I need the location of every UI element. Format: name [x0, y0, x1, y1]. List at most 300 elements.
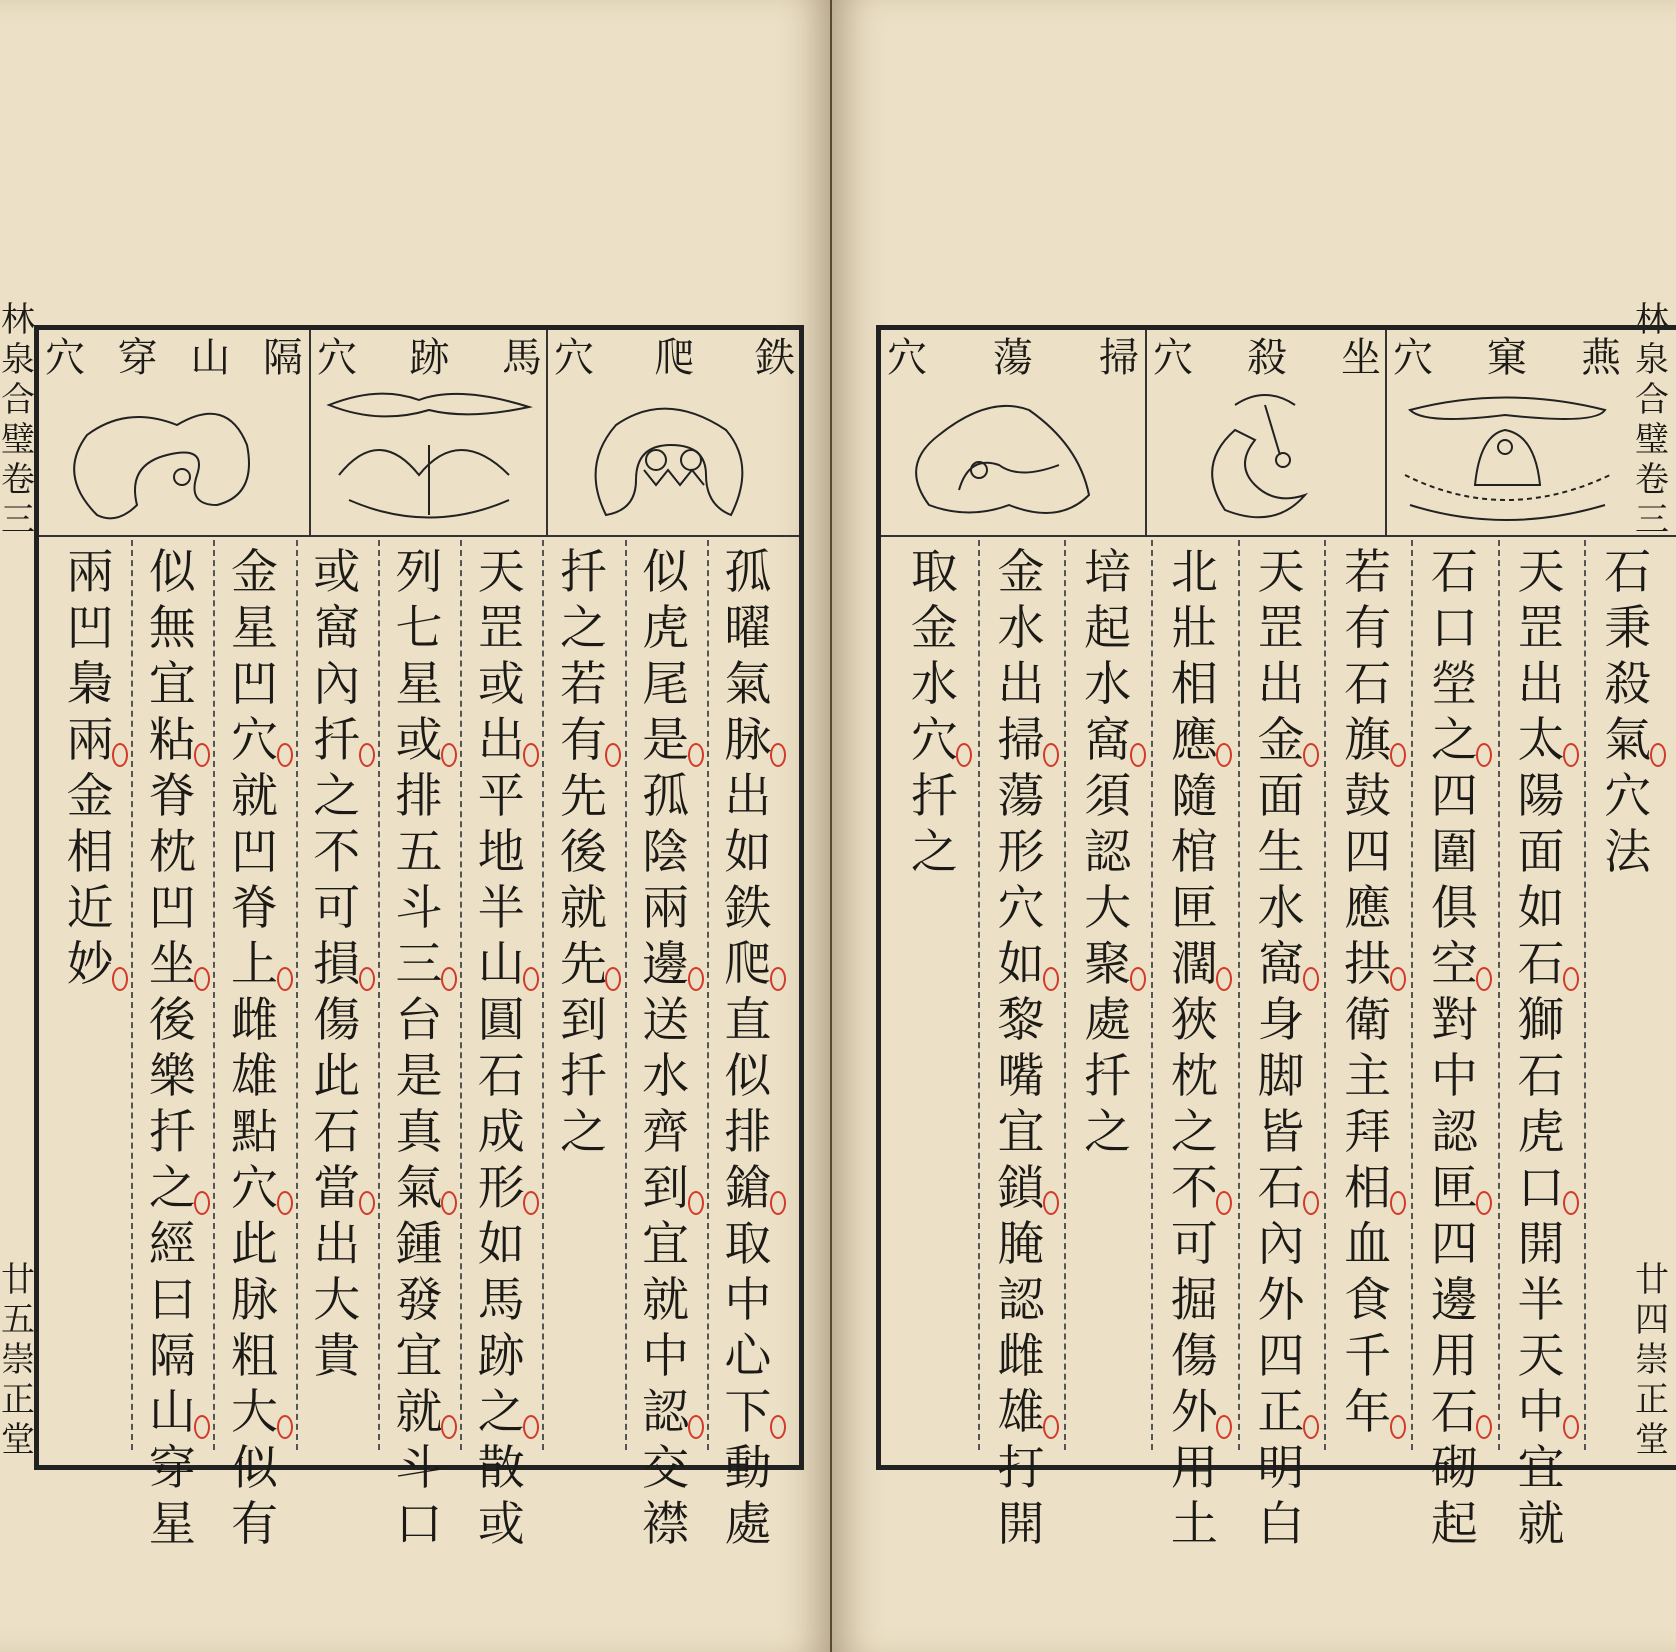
glyph: 宜: [148, 657, 196, 712]
red-punctuation-mark: [441, 743, 457, 767]
column-rule: [978, 540, 980, 1450]
red-punctuation-mark: [1043, 1415, 1059, 1439]
right-page: [832, 0, 1676, 1652]
glyph: 跡: [477, 1329, 525, 1384]
glyph: 水: [997, 601, 1045, 656]
red-punctuation-mark: [1390, 967, 1406, 991]
yanke-diagram: [1395, 385, 1620, 525]
text-column: [64, 545, 116, 993]
glyph: 廿: [1, 1260, 35, 1300]
glyph: 陽: [1517, 769, 1565, 824]
glyph: 中: [1430, 1049, 1478, 1104]
glyph: 天: [1517, 545, 1565, 600]
figure-title: [887, 336, 1139, 380]
glyph: 扦: [1084, 1049, 1132, 1104]
red-punctuation-mark: [956, 743, 972, 767]
glyph: 土: [1170, 1497, 1218, 1552]
glyph: 卷: [1, 460, 35, 500]
glyph: 四: [1430, 1217, 1478, 1272]
glyph: 之: [1430, 713, 1478, 768]
red-punctuation-mark: [770, 1191, 786, 1215]
glyph: 氣: [724, 657, 772, 712]
glyph: 枕: [148, 825, 196, 880]
glyph: 中: [642, 1329, 690, 1384]
glyph: 圍: [1430, 825, 1478, 880]
column-rule: [1238, 540, 1240, 1450]
maji-diagram: [319, 385, 539, 525]
figure-yanke: [1385, 330, 1627, 535]
glyph: 傷: [313, 993, 361, 1048]
title-glyph: 燕: [1581, 335, 1621, 381]
text-column: [393, 545, 445, 1553]
title-glyph: 山: [190, 335, 231, 381]
left-folio: [2, 1260, 34, 1340]
glyph: 台: [395, 993, 443, 1048]
glyph: 出: [477, 713, 525, 768]
glyph: 水: [1084, 657, 1132, 712]
glyph: 水: [642, 1049, 690, 1104]
text-column: [146, 545, 198, 1553]
glyph: 如: [997, 937, 1045, 992]
glyph: 直: [724, 993, 772, 1048]
glyph: 正: [1635, 1380, 1669, 1420]
red-punctuation-mark: [1563, 743, 1579, 767]
glyph: 圓: [477, 993, 525, 1048]
glyph: 散: [477, 1441, 525, 1496]
glyph: 到: [559, 993, 607, 1048]
title-glyph: 穴: [45, 335, 85, 381]
red-punctuation-mark: [1303, 743, 1319, 767]
glyph: 宜: [997, 1105, 1045, 1160]
glyph: 穴: [910, 713, 958, 768]
glyph: 正: [1257, 1385, 1305, 1440]
glyph: 後: [559, 825, 607, 880]
glyph: 就: [1517, 1497, 1565, 1552]
glyph: 取: [724, 1217, 772, 1272]
glyph: 兩: [66, 545, 114, 600]
glyph: 拱: [1344, 937, 1392, 992]
glyph: 用: [1170, 1441, 1218, 1496]
glyph: 取: [910, 545, 958, 600]
glyph: 形: [477, 1161, 525, 1216]
glyph: 石: [1517, 1049, 1565, 1104]
glyph: 凹: [231, 657, 279, 712]
glyph: 之: [313, 769, 361, 824]
glyph: 後: [148, 993, 196, 1048]
glyph: 口: [1517, 1161, 1565, 1216]
glyph: 點: [231, 1105, 279, 1160]
red-punctuation-mark: [1476, 1415, 1492, 1439]
glyph: 鎗: [724, 1161, 772, 1216]
glyph: 下: [724, 1385, 772, 1440]
title-glyph: 殺: [1247, 335, 1287, 381]
glyph: 扦: [559, 1049, 607, 1104]
glyph: 堂: [1635, 1420, 1669, 1460]
text-column: [722, 545, 774, 1553]
glyph: 七: [395, 601, 443, 656]
glyph: 處: [1084, 993, 1132, 1048]
glyph: 出: [313, 1217, 361, 1272]
text-column: [995, 545, 1047, 1553]
column-rule: [1151, 540, 1153, 1450]
glyph: 窩: [313, 601, 361, 656]
glyph: 就: [231, 769, 279, 824]
red-punctuation-mark: [1476, 1191, 1492, 1215]
glyph: 有: [231, 1497, 279, 1552]
glyph: 是: [395, 1049, 443, 1104]
red-punctuation-mark: [194, 967, 210, 991]
text-column: [1168, 545, 1220, 1553]
red-punctuation-mark: [1390, 1191, 1406, 1215]
text-column: [1082, 545, 1134, 1161]
glyph: 璧: [1, 420, 35, 460]
figure-title: [1393, 336, 1621, 380]
glyph: 雌: [997, 1329, 1045, 1384]
glyph: 斗: [395, 881, 443, 936]
glyph: 口: [1430, 601, 1478, 656]
red-punctuation-mark: [605, 743, 621, 767]
red-punctuation-mark: [523, 1191, 539, 1215]
title-glyph: 穴: [1153, 335, 1193, 381]
title-glyph: 蕩: [993, 335, 1033, 381]
glyph: 水: [1257, 881, 1305, 936]
glyph: 四: [1344, 825, 1392, 880]
glyph: 匣: [1170, 881, 1218, 936]
red-punctuation-mark: [1043, 743, 1059, 767]
glyph: 認: [1430, 1105, 1478, 1160]
title-glyph: 穿: [117, 335, 158, 381]
glyph: 樂: [148, 1049, 196, 1104]
glyph: 太: [1517, 713, 1565, 768]
glyph: 天: [477, 545, 525, 600]
red-punctuation-mark: [112, 743, 128, 767]
glyph: 血: [1344, 1217, 1392, 1272]
glyph: 大: [1084, 881, 1132, 936]
glyph: 似: [231, 1441, 279, 1496]
glyph: 貴: [313, 1329, 361, 1384]
glyph: 粘: [148, 713, 196, 768]
glyph: 孤: [724, 545, 772, 600]
glyph: 金: [66, 769, 114, 824]
glyph: 內: [1257, 1217, 1305, 1272]
red-punctuation-mark: [523, 967, 539, 991]
glyph: 是: [642, 713, 690, 768]
glyph: 廿: [1635, 1260, 1669, 1300]
glyph: 蕩: [997, 769, 1045, 824]
glyph: 窩: [1257, 937, 1305, 992]
glyph: 傷: [1170, 1329, 1218, 1384]
red-punctuation-mark: [441, 1415, 457, 1439]
glyph: 食: [1344, 1273, 1392, 1328]
glyph: 外: [1170, 1385, 1218, 1440]
glyph: 北: [1170, 545, 1218, 600]
glyph: 殺: [1604, 657, 1652, 712]
red-punctuation-mark: [1216, 1191, 1232, 1215]
glyph: 棺: [1170, 825, 1218, 880]
red-punctuation-mark: [770, 1415, 786, 1439]
red-punctuation-mark: [441, 967, 457, 991]
figure-title: [1153, 336, 1381, 380]
red-punctuation-mark: [523, 743, 539, 767]
glyph: 鍾: [395, 1217, 443, 1272]
glyph: 起: [1430, 1497, 1478, 1552]
glyph: 脊: [148, 769, 196, 824]
glyph: 星: [148, 1497, 196, 1552]
text-column: [229, 545, 281, 1553]
glyph: 培: [1084, 545, 1132, 600]
glyph: 掘: [1170, 1273, 1218, 1328]
glyph: 脚: [1257, 1049, 1305, 1104]
glyph: 氣: [1604, 713, 1652, 768]
glyph: 發: [395, 1273, 443, 1328]
glyph: 面: [1517, 825, 1565, 880]
text-column: [908, 545, 960, 881]
glyph: 地: [477, 825, 525, 880]
glyph: 可: [1170, 1217, 1218, 1272]
glyph: 損: [313, 937, 361, 992]
glyph: 石: [1430, 545, 1478, 600]
glyph: 梟: [66, 657, 114, 712]
glyph: 正: [1, 1380, 35, 1420]
glyph: 水: [910, 657, 958, 712]
glyph: 身: [1257, 993, 1305, 1048]
glyph: 交: [642, 1441, 690, 1496]
glyph: 雄: [231, 1049, 279, 1104]
glyph: 嘴: [997, 1049, 1045, 1104]
red-punctuation-mark: [359, 1191, 375, 1215]
text-column: [1515, 545, 1567, 1553]
column-rule: [213, 540, 215, 1450]
glyph: 獅: [1517, 993, 1565, 1048]
text-column: [1428, 545, 1480, 1553]
glyph: 石: [1604, 545, 1652, 600]
figure-divider: [881, 535, 1676, 537]
red-punctuation-mark: [1650, 743, 1666, 767]
glyph: 似: [148, 545, 196, 600]
glyph: 雌: [231, 993, 279, 1048]
red-punctuation-mark: [277, 1415, 293, 1439]
glyph: 成: [477, 1105, 525, 1160]
red-punctuation-mark: [1216, 1415, 1232, 1439]
glyph: 坐: [148, 937, 196, 992]
left-margin-title: [2, 300, 34, 540]
glyph: 形: [997, 825, 1045, 880]
glyph: 罡: [1257, 601, 1305, 656]
glyph: 虎: [642, 601, 690, 656]
column-rule: [1411, 540, 1413, 1450]
figure-tiepa: [546, 330, 801, 535]
figure-saodang: [881, 330, 1145, 535]
glyph: 石: [1430, 1385, 1478, 1440]
glyph: 之: [559, 601, 607, 656]
glyph: 掃: [997, 713, 1045, 768]
glyph: 穴: [997, 881, 1045, 936]
glyph: 心: [724, 1329, 772, 1384]
red-punctuation-mark: [1216, 743, 1232, 767]
glyph: 之: [1084, 1105, 1132, 1160]
glyph: 處: [724, 1497, 772, 1552]
column-rule: [1584, 540, 1586, 1450]
glyph: 若: [1344, 545, 1392, 600]
red-punctuation-mark: [523, 1415, 539, 1439]
glyph: 宜: [1517, 1441, 1565, 1496]
glyph: 認: [642, 1385, 690, 1440]
column-rule: [460, 540, 462, 1450]
red-punctuation-mark: [1303, 1415, 1319, 1439]
glyph: 旗: [1344, 713, 1392, 768]
glyph: 排: [395, 769, 443, 824]
glyph: 外: [1257, 1273, 1305, 1328]
glyph: 崇: [1635, 1340, 1669, 1380]
glyph: 秉: [1604, 601, 1652, 656]
glyph: 認: [997, 1273, 1045, 1328]
glyph: 金: [231, 545, 279, 600]
glyph: 星: [395, 657, 443, 712]
glyph: 扦: [559, 545, 607, 600]
glyph: 狹: [1170, 993, 1218, 1048]
red-punctuation-mark: [1043, 1191, 1059, 1215]
glyph: 無: [148, 601, 196, 656]
red-punctuation-mark: [194, 1191, 210, 1215]
glyph: 送: [642, 993, 690, 1048]
glyph: 開: [1517, 1217, 1565, 1272]
glyph: 尾: [642, 657, 690, 712]
glyph: 曰: [148, 1273, 196, 1328]
geshan-diagram: [47, 385, 297, 525]
glyph: 相: [66, 825, 114, 880]
glyph: 應: [1344, 881, 1392, 936]
glyph: 鼓: [1344, 769, 1392, 824]
glyph: 打: [997, 1441, 1045, 1496]
glyph: 內: [313, 657, 361, 712]
glyph: 林: [1635, 300, 1669, 340]
glyph: 罡: [477, 601, 525, 656]
glyph: 出: [1517, 657, 1565, 712]
glyph: 卷: [1635, 460, 1669, 500]
glyph: 石: [1257, 1161, 1305, 1216]
glyph: 出: [1257, 657, 1305, 712]
glyph: 扦: [313, 713, 361, 768]
glyph: 就: [559, 881, 607, 936]
glyph: 馬: [477, 1273, 525, 1328]
glyph: 壯: [1170, 601, 1218, 656]
glyph: 動: [724, 1441, 772, 1496]
glyph: 陰: [642, 825, 690, 880]
glyph: 璧: [1635, 420, 1669, 460]
glyph: 穴: [231, 1161, 279, 1216]
glyph: 脉: [231, 1273, 279, 1328]
red-punctuation-mark: [1563, 967, 1579, 991]
glyph: 聚: [1084, 937, 1132, 992]
tiepa-diagram: [556, 385, 791, 525]
title-glyph: 坐: [1341, 335, 1381, 381]
red-punctuation-mark: [1043, 967, 1059, 991]
glyph: 此: [231, 1217, 279, 1272]
glyph: 先: [559, 937, 607, 992]
title-glyph: 穴: [887, 335, 927, 381]
glyph: 如: [724, 825, 772, 880]
red-punctuation-mark: [441, 1191, 457, 1215]
red-punctuation-mark: [688, 1191, 704, 1215]
red-punctuation-mark: [359, 967, 375, 991]
red-punctuation-mark: [770, 967, 786, 991]
glyph: 有: [559, 713, 607, 768]
glyph: 可: [313, 881, 361, 936]
glyph: 口: [395, 1497, 443, 1552]
glyph: 堂: [1, 1420, 35, 1460]
glyph: 半: [1517, 1273, 1565, 1328]
glyph: 隔: [148, 1329, 196, 1384]
glyph: 真: [395, 1105, 443, 1160]
glyph: 天: [1257, 545, 1305, 600]
glyph: 合: [1, 380, 35, 420]
title-glyph: 馬: [502, 335, 542, 381]
glyph: 天: [1517, 1329, 1565, 1384]
glyph: 三: [1, 500, 35, 540]
glyph: 用: [1430, 1329, 1478, 1384]
glyph: 生: [1257, 825, 1305, 880]
glyph: 鉄: [724, 881, 772, 936]
glyph: 曜: [724, 601, 772, 656]
glyph: 金: [910, 601, 958, 656]
glyph: 濶: [1170, 937, 1218, 992]
glyph: 似: [642, 545, 690, 600]
figure-zuosha: [1145, 330, 1387, 535]
glyph: 塋: [1430, 657, 1478, 712]
red-punctuation-mark: [770, 743, 786, 767]
glyph: 明: [1257, 1441, 1305, 1496]
glyph: 四: [1257, 1329, 1305, 1384]
glyph: 山: [477, 937, 525, 992]
glyph: 就: [642, 1273, 690, 1328]
red-punctuation-mark: [1130, 967, 1146, 991]
glyph: 枕: [1170, 1049, 1218, 1104]
glyph: 中: [1517, 1385, 1565, 1440]
glyph: 林: [1, 300, 35, 340]
red-punctuation-mark: [277, 1191, 293, 1215]
red-punctuation-mark: [688, 743, 704, 767]
column-rule: [542, 540, 544, 1450]
glyph: 相: [1344, 1161, 1392, 1216]
glyph: 主: [1344, 1049, 1392, 1104]
glyph: 須: [1084, 769, 1132, 824]
red-punctuation-mark: [194, 1415, 210, 1439]
glyph: 面: [1257, 769, 1305, 824]
glyph: 齊: [642, 1105, 690, 1160]
glyph: 砌: [1430, 1441, 1478, 1496]
glyph: 宜: [642, 1217, 690, 1272]
glyph: 上: [231, 937, 279, 992]
figure-maji: [309, 330, 548, 535]
glyph: 認: [1084, 825, 1132, 880]
glyph: 脊: [231, 881, 279, 936]
red-punctuation-mark: [1303, 967, 1319, 991]
glyph: 千: [1344, 1329, 1392, 1384]
glyph: 五: [395, 825, 443, 880]
red-punctuation-mark: [112, 967, 128, 991]
glyph: 襟: [642, 1497, 690, 1552]
glyph: 雄: [997, 1385, 1045, 1440]
title-glyph: 爬: [654, 335, 695, 381]
glyph: 隨: [1170, 769, 1218, 824]
glyph: 山: [148, 1385, 196, 1440]
glyph: 之: [910, 825, 958, 880]
glyph: 石: [1517, 937, 1565, 992]
red-punctuation-mark: [688, 1415, 704, 1439]
glyph: 鎖: [997, 1161, 1045, 1216]
red-punctuation-mark: [605, 967, 621, 991]
title-glyph: 穴: [554, 335, 594, 381]
